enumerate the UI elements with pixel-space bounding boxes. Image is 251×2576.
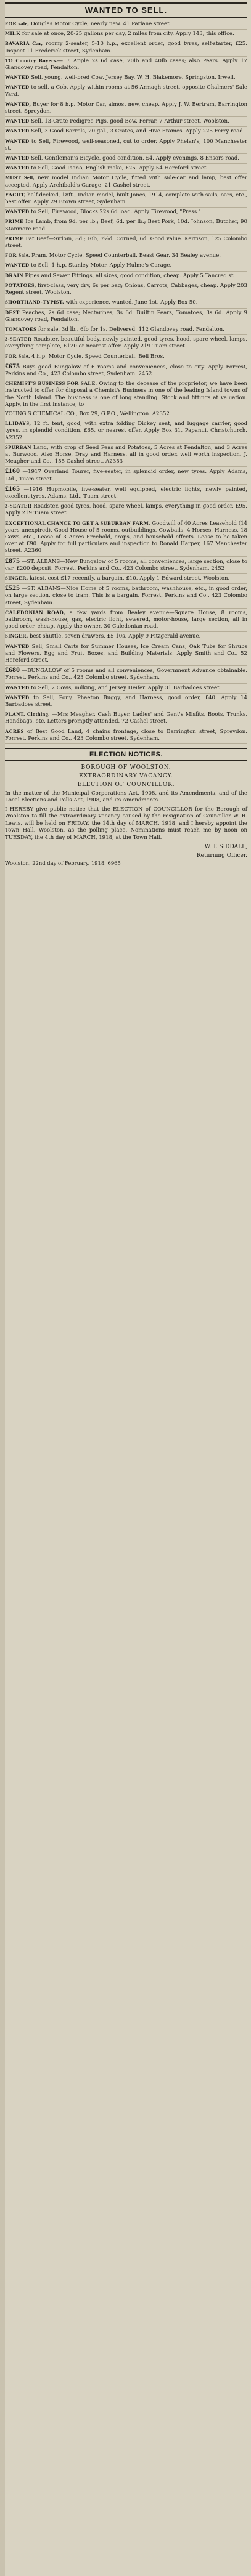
- ad-lead: PRIME: [5, 235, 24, 241]
- ad-lead: PRIME: [5, 218, 24, 225]
- classified-ad: [5, 467, 247, 484]
- classified-ad: [5, 154, 247, 164]
- classified-ad: [5, 235, 247, 251]
- ad-lead: MILK: [5, 30, 21, 37]
- ad-lead: SINGER,: [5, 575, 28, 581]
- ad-text: Fat Beef—Sirloin, 8d.; Rib, 7½d. Corned, 6d. Good value. Kerrison, 125 Colombo street.: [5, 235, 247, 249]
- ad-text: to Sell, 1 h.p. Stanley Motor. Apply Hulme's Garage.: [31, 262, 172, 269]
- classified-ad: [5, 127, 247, 137]
- ad-text: roomy 2-seater, 5-10 h.p., excellent order, good tyres, self-starter, £25. Inspect 11 Frederick street, Sydenham.: [5, 41, 247, 54]
- ad-text: for sale at once, 20-25 gallons per day, 2 miles from city. Apply 143, this office.: [22, 31, 234, 38]
- notice-paragraph-2: I HEREBY give public notice that the ELECTION of COUNCILLOR for the Borough of Woolston to fill the extraordinary vacancy caused by the resignation of Councillor W. R. Lewis, will be held on FRIDAY, the 14th day of MARCH, 1918, and I hereby appoint the Town Hall, Woolston, as the polling place. Nominations must reach me by noon on TUESDAY, the 4th day of MARCH, 1918, at the Town Hall.: [5, 806, 247, 841]
- ad-lead: FOR sale,: [5, 20, 29, 26]
- classified-ad: [5, 30, 247, 39]
- ad-text: first-class, very dry, 6s per bag; Onions, Carrots, Cabbages, cheap. Apply 203 Regent street, Woolston.: [5, 282, 247, 296]
- ad-lead: WANTED: [5, 642, 30, 649]
- classified-ad: [5, 710, 247, 727]
- ad-lead: WANTED: [5, 84, 30, 91]
- classified-ad: [5, 298, 247, 308]
- section-heading: WANTED TO SELL.: [5, 2, 247, 18]
- ad-text: Roadster, good tyres, hood, spare wheel, lamps, everything in good order, £95. Apply 219 Tuam street.: [5, 503, 247, 517]
- ad-lead: EXCEPTIONAL CHANCE TO GET A SUBURBAN FARM.: [5, 519, 150, 526]
- ad-text: to sell, a Cob. Apply within rooms at 56 Armagh street, opposite Chalmers' Sale Yard.: [5, 84, 247, 98]
- ad-lead: 3-SEATER: [5, 503, 32, 509]
- page-gutter: [0, 0, 5, 2576]
- ad-text: to Sell, Firewood, Blocks 22s 6d load. Apply Firewood, "Press.": [31, 209, 201, 216]
- ad-text: —1917 Overland Tourer, five-seater, in splendid order, new tyres. Apply Adams, Ltd., Tuam street.: [5, 469, 247, 482]
- ad-text: latest, cost £17 recently, a bargain, £10. Apply 1 Edward street, Woolston.: [29, 575, 230, 581]
- classified-ad: [5, 694, 247, 710]
- classified-ad: [5, 272, 247, 281]
- classified-ad: [5, 325, 247, 335]
- ad-lead: ACRES: [5, 727, 24, 734]
- classified-ad: [5, 352, 247, 362]
- ad-text: Pipes and Sewer Fittings, all sizes, good condition, cheap. Apply 5 Tancred st.: [25, 272, 236, 279]
- ad-text: —ST. ALBANS—Nice Home of 5 rooms, bathroom, washhouse, etc., in good order, on large section, close to tram. This is a bargain. Forrest, Perkins and Co., 423 Colombo street, Sydenham.: [5, 586, 247, 606]
- ad-text: Goodwill of 40 Acres Leasehold (14 years unexpired), Good House of 5 rooms, outbuildings, Cowbails, 4 Horses, Harness, 18 Cows, etc., Lease of 3 Acres Freehold, crops, and household effects. Lease to be taken over at £90. Apply for full particulars and inspection to Ronald Harper, 167 Manchester street. A2360: [5, 520, 248, 554]
- classified-ad: [5, 485, 247, 502]
- officer-title: Returning Officer.: [196, 852, 247, 859]
- ad-lead: WANTED: [5, 164, 30, 171]
- ad-lead: TOMATOES: [5, 325, 37, 332]
- ad-text: 12 ft. tent, good, with extra folding Dickey seat, and luggage carrier, good tyres, in splendid condition, £65, or nearest offer. Apply Box 31, Papanui, Christchurch. A2352: [5, 421, 247, 441]
- ad-lead: WANTED: [5, 137, 30, 144]
- ad-lead: WANTED: [5, 262, 30, 269]
- classified-ad: [5, 164, 247, 174]
- ad-lead: MUST Sell,: [5, 174, 35, 181]
- ad-lead: PLANT, Clothing.: [5, 711, 50, 718]
- classified-ad: [5, 444, 247, 468]
- ad-text: half-decked, 18ft., Indian model, built Jones, 1914, complete with sails, oars, etc., best offer. Apply 29 Brown street, Sydenham.: [5, 192, 248, 206]
- ad-text: Pram, Motor Cycle, Speed Counterball. Beast Gear, 34 Bealey avenue.: [31, 253, 221, 259]
- ad-text: —Mrs Meagher, Cash Buyer, Ladies' and Gent's Misfits, Boots, Trunks, Handbags, etc. Letters promptly attended. 72 Cashel street.: [5, 711, 248, 725]
- ad-text: F. Apple 2s 6d case, 20lb and 40lb cases; also Pears. Apply 17 Glandovey road, Fendalton.: [5, 57, 248, 71]
- notice-paragraph-1: In the matter of the Municipal Corporations Act, 1908, and its Amendments, and of the Local Elections and Polls Act, 1908, and its Amendments.: [5, 790, 247, 804]
- classified-ad: [5, 191, 247, 208]
- ad-text: to Sell, Firewood, well-seasoned, cut to order. Apply Phelan's, 100 Manchester st.: [5, 138, 247, 152]
- ad-text: Land, with crop of Seed Peas and Potatoes, 5 Acres at Fendalton, and 3 Acres at Burwood. Also Horse, Dray and Harness, all in good order, well worth inspection. J. Meagher and Co., 155 Cashel street. A2353: [5, 444, 247, 465]
- ad-lead: POTATOES,: [5, 281, 36, 288]
- classified-ad: [5, 73, 247, 83]
- ad-lead: DEST: [5, 309, 20, 315]
- classified-ad: [5, 727, 247, 744]
- ad-text: Roadster, beautiful body, newly painted, good tyres, hood, spare wheel, lamps, everything complete, £120 or nearest offer. Apply 219 Tuam street.: [5, 336, 247, 350]
- ad-text: Buys good Bungalow of 6 rooms and conveniences, close to city. Apply Forrest, Perkins and Co., 423 Colombo street, Sydenham. 2452: [5, 363, 247, 377]
- classified-ad: [5, 309, 247, 325]
- classified-ad: [5, 57, 247, 73]
- ad-lead: WANTED: [5, 684, 30, 691]
- ad-text: with experience, wanted, June 1st. Apply Box 50.: [65, 299, 198, 306]
- ad-lead: SHORTHAND-TYPIST,: [5, 299, 64, 306]
- classified-ad: [5, 83, 247, 100]
- ad-lead: DRAIN: [5, 272, 23, 278]
- ad-text: —ST. ALBANS—New Bungalow of 5 rooms, all conveniences, large section, close to car, £200 deposit. Forrest, Perkins and Co., 423 Colombo street, Sydenham. 2452: [5, 558, 247, 572]
- ad-text: to Sell, 2 Cows, milking, and Jersey Heifer. Apply 31 Barbadoes street.: [31, 684, 221, 691]
- classified-ad: [5, 137, 247, 154]
- ad-text: of Best Good Land, 4 chains frontage, close to Barrington street, Spreydon. Forrest, Perkins and Co., 423 Colombo street, Sydenham.: [5, 728, 248, 742]
- classified-ad: [5, 100, 247, 117]
- ad-lead: WANTED: [5, 74, 30, 81]
- ad-lead: TO Country Buyers.—: [5, 57, 63, 63]
- ad-text: new model Indian Motor Cycle, fitted with side-car and lamp, best offer accepted. Apply Archibald's Garage, 21 Cashel street.: [5, 175, 247, 188]
- notice-footer: Woolston, 22nd day of February, 1918. 6965: [5, 859, 121, 866]
- ad-lead: WANTED: [5, 694, 30, 700]
- ad-lead: CHEMIST'S BUSINESS FOR SALE.: [5, 380, 97, 387]
- classified-ad: [5, 117, 247, 127]
- ad-lead: £675: [5, 361, 20, 370]
- classified-ad: [5, 410, 247, 419]
- ad-lead: FOR Sale,: [5, 352, 30, 359]
- ad-lead: YACHT,: [5, 191, 26, 198]
- ad-lead: WANTED,: [5, 100, 31, 107]
- election-line: ELECTION OF COUNCILLOR.: [77, 782, 175, 788]
- ad-text: 4 h.p. Motor Cycle, Speed Counterball. Bell Bros.: [31, 353, 165, 360]
- election-notices-heading: ELECTION NOTICES.: [5, 748, 247, 761]
- classified-ad: [5, 684, 247, 694]
- ad-lead: WANTED: [5, 208, 30, 215]
- ad-lead: FOR Sale,: [5, 252, 30, 259]
- ad-text: Douglas Motor Cycle, nearly new. 41 Parlane street.: [30, 21, 171, 27]
- ad-text: Sell, Gentleman's Bicycle, good condition, £4. Apply evenings, 8 Ensors road.: [31, 155, 239, 162]
- classified-ad: [5, 281, 247, 298]
- classified-ad: [5, 174, 247, 190]
- ad-text: Ice Lamb, from 9d. per lb.; Beef, 6d. per lb.; Best Pork, 10d. Johnson, Butcher, 90 Stanmore road.: [5, 219, 247, 232]
- classified-ad: [5, 251, 247, 261]
- vacancy-line: EXTRAORDINARY VACANCY.: [79, 773, 173, 780]
- classified-ad: [5, 502, 247, 519]
- classified-ad: [5, 584, 247, 609]
- ad-text: Buyer for 8 h.p. Motor Car, almost new, cheap. Apply J. W. Bertram, Barrington street, Spreydon.: [5, 101, 247, 115]
- ad-text: Sell, 13-Crate Pedigree Pigs, good Bow. Ferrar, 7 Arthur street, Woolston.: [31, 118, 229, 125]
- ad-lead: 3-SEATER: [5, 336, 32, 342]
- classified-ad: [5, 642, 247, 666]
- ad-lead: £680: [5, 665, 20, 674]
- ad-lead: WANTED: [5, 155, 30, 161]
- classified-ad: [5, 574, 247, 584]
- classified-ad: [5, 609, 247, 633]
- ad-lead: £165: [5, 484, 20, 493]
- classified-ad: [5, 419, 247, 444]
- ad-lead: WANTED: [5, 128, 30, 134]
- classified-ad: [5, 217, 247, 234]
- classified-ad: [5, 335, 247, 352]
- ad-text: —BUNGALOW of 5 rooms and all conveniences, Government Advance obtainable. Forrest, Perkins and Co., 423 Colombo street, Sydenham.: [5, 668, 247, 681]
- ad-text: a few yards from Bealey avenue—Square House, 8 rooms, bathroom, wash-house, gas, electric light, sewered, motor-house, large section, all in good order, cheap. Apply the owner, 30 Caledonian road.: [5, 609, 247, 630]
- ad-lead: SPURBAN: [5, 444, 31, 450]
- classified-ad: [5, 632, 247, 642]
- ad-lead: £525: [5, 583, 20, 593]
- ad-lead: SINGER,: [5, 633, 28, 639]
- ad-lead: CALEDONIAN ROAD,: [5, 609, 65, 615]
- signature: W. T. SIDDALL,: [204, 843, 247, 850]
- classified-ad: [5, 20, 247, 30]
- classified-ad: [5, 208, 247, 217]
- classified-ad: [5, 666, 247, 683]
- ad-lead: £160: [5, 466, 20, 476]
- ad-text: Sell, young, well-bred Cow, Jersey Bay. W. H. Blakemore, Springston, Irwell.: [31, 75, 236, 81]
- classified-ad: [5, 557, 247, 574]
- classified-ad: [5, 379, 247, 410]
- ad-text: Sell, Small Carts for Summer Houses, Ice Cream Cans, Oak Tubs for Shrubs and Flowers, Egg and Fruit Boxes, and Building Materials. Apply Smith and Co., 52 Hereford street.: [5, 643, 247, 664]
- ad-lead: BAVARIA Car,: [5, 40, 43, 47]
- ad-text: Owing to the decease of the proprietor, we have been instructed to offer for disposal a Chemist's Business in one of the leading Island towns of the North Island. The business is one of long standing. Stock and fittings at valuation. Apply, in the first instance, to: [5, 381, 247, 408]
- ad-lead: £875: [5, 556, 20, 565]
- ad-lead: LLIDAYS,: [5, 420, 31, 427]
- ad-text: best shuttle, seven drawers, £5 10s. Apply 9 Fitzgerald avenue.: [29, 633, 201, 640]
- ad-text: Peaches, 2s 6d case; Nectarines, 3s 6d. Builtin Pears, Tomatoes, 3s 6d. Apply 9 Glandovey road, Fendalton.: [5, 309, 247, 323]
- ad-text: to Sell, Good Piano, English make, £25. Apply 54 Hereford street.: [31, 165, 208, 172]
- classified-ad: [5, 519, 247, 557]
- ad-text: YOUNG'S CHEMICAL CO., Box 29, G.P.O., Wellington. A2352: [5, 410, 170, 417]
- ad-text: to Sell, Pony, Phaeton Buggy, and Harness, good order, £40. Apply 14 Barbadoes street.: [5, 694, 247, 708]
- ad-text: —1916 Hupmobile, five-seater, well equipped, electric lights, newly painted, excellent tyres. Adams, Ltd., Tuam street.: [5, 486, 247, 500]
- borough-line: BOROUGH OF WOOLSTON.: [81, 764, 171, 771]
- classified-ads: [5, 20, 247, 744]
- classified-ad: [5, 261, 247, 271]
- ad-text: for sale, 3d lb., 6lb for 1s. Delivered. 112 Glandovey road, Fendalton.: [38, 326, 224, 333]
- ad-lead: WANTED: [5, 118, 30, 124]
- ad-text: Sell, 3 Good Barrels, 20 gal., 3 Crates, and Hive Frames. Apply 225 Ferry road.: [31, 128, 245, 135]
- classified-ad: [5, 362, 247, 379]
- classified-ad: [5, 39, 247, 56]
